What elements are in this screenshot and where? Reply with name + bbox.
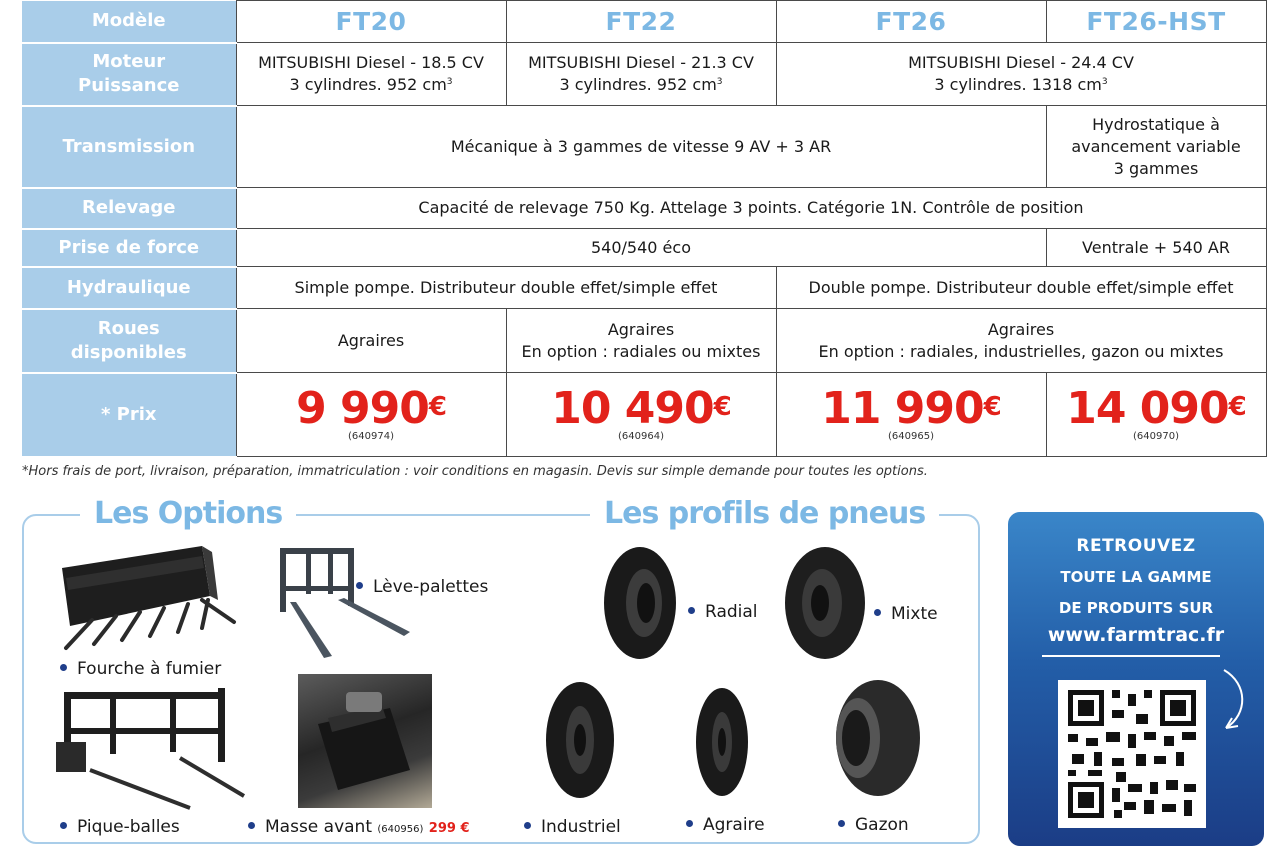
bullet-icon xyxy=(688,607,695,614)
option-ref: (640956) xyxy=(377,824,424,835)
gazon-tyre-image xyxy=(826,676,924,800)
euro-sign: € xyxy=(428,391,446,422)
roues-ft22 xyxy=(506,309,776,373)
tyre-industriel xyxy=(524,817,621,837)
agraire-tyre-image xyxy=(692,686,752,798)
promo-line2: TOUTE LA GAMME xyxy=(1060,568,1212,586)
price-value: 11 990 xyxy=(821,382,984,434)
tyre-radial xyxy=(688,602,758,622)
tyre-label: Gazon xyxy=(855,815,909,835)
promo-line1: RETROUVEZ xyxy=(1076,536,1196,556)
transmission-mech: Mécanique à 3 gammes de vitesse 9 AV + 3 AR xyxy=(236,106,1046,188)
roues-ft22-line1: Agraires xyxy=(607,319,675,339)
tyre-label: Radial xyxy=(705,602,758,622)
model-ft20: FT20 xyxy=(236,1,506,43)
moteur-ft20-line1: MITSUBISHI Diesel - 18.5 CV xyxy=(258,53,484,72)
promo-divider xyxy=(1042,655,1220,657)
moteur-ft20-line2: 3 cylindres. 952 cm xyxy=(289,75,447,94)
euro-sign: € xyxy=(1228,391,1246,422)
transmission-hst xyxy=(1046,106,1266,188)
relevage-row xyxy=(22,188,1266,229)
roues-ft20: Agraires xyxy=(236,309,506,373)
model-ft22: FT22 xyxy=(506,1,776,43)
row-label-modele: Modèle xyxy=(22,1,236,43)
row-label-transmission: Transmission xyxy=(22,106,236,188)
bullet-icon xyxy=(60,822,67,829)
manure-fork-image xyxy=(52,538,242,656)
option-pique-balles xyxy=(60,817,180,837)
front-weight-image xyxy=(298,674,432,808)
hydraulique-row xyxy=(22,267,1266,309)
option-leve-palettes xyxy=(356,577,488,597)
roues-ft26-line1: Agraires xyxy=(987,319,1055,339)
euro-sign: € xyxy=(713,391,731,422)
ref-ft22: (640964) xyxy=(618,430,664,442)
promo-url-link[interactable]: www.farmtrac.fr xyxy=(1047,624,1225,646)
radial-tyre-image xyxy=(600,545,680,661)
prise-row xyxy=(22,229,1266,267)
relevage-value: Capacité de relevage 750 Kg. Attelage 3 points. Catégorie 1N. Contrôle de position xyxy=(236,188,1266,229)
ref-ft26-hst: (640970) xyxy=(1133,430,1179,442)
euro-sign: € xyxy=(983,391,1001,422)
qr-code[interactable] xyxy=(1058,680,1206,828)
mixed-tyre-image xyxy=(782,545,868,661)
bullet-icon xyxy=(356,582,363,589)
tyre-mixte xyxy=(874,604,938,624)
pallet-forks-image xyxy=(266,540,416,662)
bullet-icon xyxy=(60,664,67,671)
hydraulique-double: Double pompe. Distributeur double effet/simple effet xyxy=(776,267,1266,309)
prix-row xyxy=(22,373,1266,457)
options-title: Les Options xyxy=(80,494,296,534)
tyre-label: Agraire xyxy=(703,815,765,835)
hst-line3: 3 gammes xyxy=(1113,158,1199,178)
moteur-ft26-line1: MITSUBISHI Diesel - 24.4 CV xyxy=(908,53,1134,72)
moteur-row xyxy=(22,43,1266,106)
row-label-prise: Prise de force xyxy=(22,229,236,267)
moteur-ft26 xyxy=(776,43,1266,106)
label-roues: Roues xyxy=(97,317,160,339)
roues-ft22-line2: En option : radiales ou mixtes xyxy=(521,341,761,361)
tyres-title: Les profils de pneus xyxy=(590,494,939,534)
model-ft26: FT26 xyxy=(776,1,1046,43)
hst-line1: Hydrostatique à xyxy=(1092,114,1220,134)
prix-ft26 xyxy=(776,373,1046,457)
tyre-agraire xyxy=(686,815,765,835)
roues-row xyxy=(22,309,1266,373)
option-price: 299 € xyxy=(428,821,470,836)
ref-ft20: (640974) xyxy=(348,430,394,442)
moteur-ft22 xyxy=(506,43,776,106)
row-label-relevage: Relevage xyxy=(22,188,236,229)
option-label: Pique-balles xyxy=(77,817,180,837)
price-value: 9 990 xyxy=(296,382,429,434)
option-label: Lève-palettes xyxy=(373,577,489,597)
label-disponibles: disponibles xyxy=(70,341,187,363)
price-ft20 xyxy=(241,382,502,434)
moteur-ft22-line2: 3 cylindres. 952 cm xyxy=(559,75,717,94)
price-ft22 xyxy=(511,382,772,434)
roues-ft26-line2: En option : radiales, industrielles, gazon ou mixtes xyxy=(818,341,1224,361)
cube-superscript: 3 xyxy=(1101,77,1108,87)
moteur-ft26-line2: 3 cylindres. 1318 cm xyxy=(934,75,1102,94)
qr-code-icon xyxy=(1058,680,1206,828)
label-moteur: Moteur xyxy=(92,51,166,72)
hydraulique-single: Simple pompe. Distributeur double effet/simple effet xyxy=(236,267,776,309)
spec-table xyxy=(22,0,1267,458)
bullet-icon xyxy=(838,820,845,827)
ref-ft26: (640965) xyxy=(888,430,934,442)
cube-superscript: 3 xyxy=(716,77,723,87)
front-weight-shape xyxy=(298,674,432,808)
promo-panel xyxy=(1008,512,1264,846)
moteur-ft20 xyxy=(236,43,506,106)
cube-superscript: 3 xyxy=(446,77,453,87)
bullet-icon xyxy=(874,609,881,616)
row-label-roues xyxy=(22,309,236,373)
price-value: 14 090 xyxy=(1066,382,1229,434)
label-puissance: Puissance xyxy=(78,75,180,96)
roues-ft26 xyxy=(776,309,1266,373)
price-ft26-hst xyxy=(1051,382,1262,434)
option-label: Fourche à fumier xyxy=(77,659,222,679)
row-label-hydraulique: Hydraulique xyxy=(22,267,236,309)
moteur-ft22-line1: MITSUBISHI Diesel - 21.3 CV xyxy=(528,53,754,72)
bullet-icon xyxy=(686,820,693,827)
row-label-moteur xyxy=(22,43,236,106)
price-value: 10 490 xyxy=(551,382,714,434)
tyre-gazon xyxy=(838,815,909,835)
curved-arrow-icon xyxy=(1214,666,1254,736)
bullet-icon xyxy=(524,822,531,829)
prix-ft20 xyxy=(236,373,506,457)
hst-line2: avancement variable xyxy=(1071,136,1241,156)
model-ft26-hst: FT26-HST xyxy=(1046,1,1266,43)
option-masse-avant xyxy=(248,817,470,840)
price-footnote: *Hors frais de port, livraison, préparation, immatriculation : voir conditions en magasin. Devis sur simple demande pour toutes les options. xyxy=(22,464,928,479)
prise-value: 540/540 éco xyxy=(236,229,1046,267)
industrial-tyre-image xyxy=(540,680,620,800)
prix-ft26-hst xyxy=(1046,373,1266,457)
row-label-prix: * Prix xyxy=(22,373,236,457)
price-ft26 xyxy=(781,382,1042,434)
option-fourche xyxy=(60,659,221,679)
prise-hst: Ventrale + 540 AR xyxy=(1046,229,1266,267)
prix-ft22 xyxy=(506,373,776,457)
bullet-icon xyxy=(248,822,255,829)
bale-spear-image xyxy=(50,680,250,814)
transmission-row xyxy=(22,106,1266,188)
tyre-label: Industriel xyxy=(541,817,621,837)
tyre-label: Mixte xyxy=(891,604,938,624)
option-label: Masse avant xyxy=(265,817,372,837)
promo-line3: DE PRODUITS SUR xyxy=(1058,599,1214,617)
header-row xyxy=(22,1,1266,43)
